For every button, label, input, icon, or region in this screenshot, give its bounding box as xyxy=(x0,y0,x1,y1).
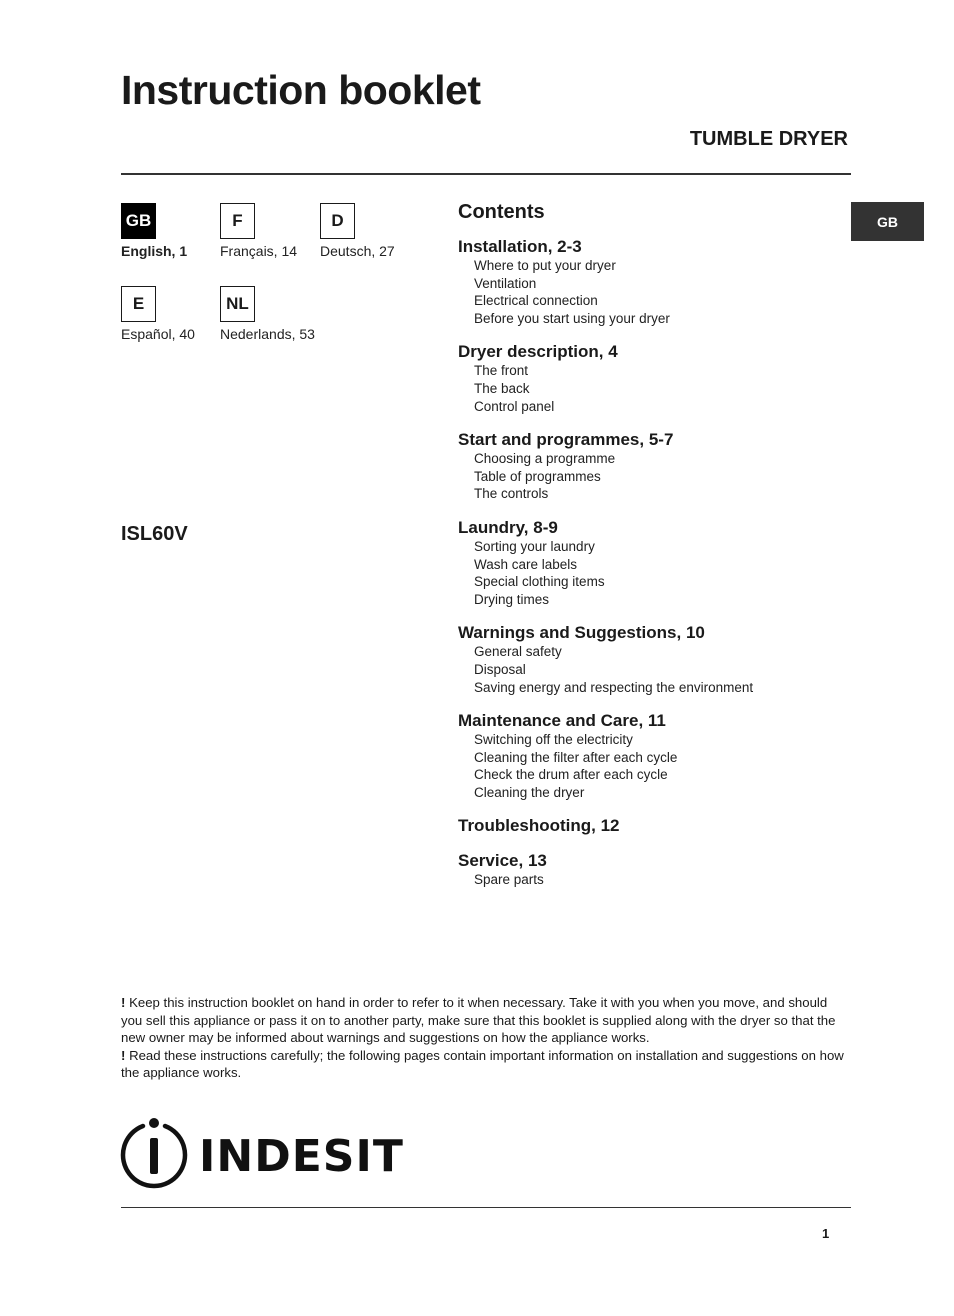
lang-box-4: NL xyxy=(220,286,255,322)
toc-section-start-programmes xyxy=(458,430,853,503)
lang-box-0: GB xyxy=(121,203,156,239)
toc-section-title: Installation, 2-3 xyxy=(458,237,582,256)
toc-section-title: Maintenance and Care, 11 xyxy=(458,711,666,731)
toc-section-title: Start and programmes, 5-7 xyxy=(458,430,674,450)
toc-item: Ventilation xyxy=(474,275,537,291)
toc-section-dryer-description xyxy=(458,342,853,415)
toc-section-installation xyxy=(458,237,853,327)
lang-box-3: E xyxy=(121,286,156,322)
toc-section-title: Dryer description, 4 xyxy=(458,342,618,362)
important-notes xyxy=(121,994,851,1082)
page-title: Instruction booklet xyxy=(121,67,481,113)
model-number: ISL60V xyxy=(121,523,188,545)
toc-item: Before you start using your dryer xyxy=(474,310,670,326)
toc-item: Electrical connection xyxy=(474,293,598,309)
warning-mark: ! xyxy=(121,1047,126,1063)
toc-item: Special clothing items xyxy=(474,574,605,590)
toc-item: Disposal xyxy=(474,661,526,677)
toc-item: The front xyxy=(474,363,529,379)
toc-section-title: Service, 13 xyxy=(458,851,547,871)
toc-item: Switching off the electricity xyxy=(474,732,633,748)
toc-section-laundry xyxy=(458,518,853,608)
page-number: 1 xyxy=(822,1226,830,1241)
toc-item: General safety xyxy=(474,644,562,660)
lang-box-2: D xyxy=(320,203,355,239)
toc-item: Where to put your dryer xyxy=(474,258,616,273)
table-of-contents xyxy=(458,200,853,904)
toc-section-troubleshooting xyxy=(458,816,853,836)
lang-label-4: Nederlands, 53 xyxy=(220,326,315,342)
toc-section-title: Warnings and Suggestions, 10 xyxy=(458,623,705,643)
toc-section-service xyxy=(458,851,853,889)
note-text: Read these instructions carefully; the following pages contain important information on installation and suggestions on how the appliance works. xyxy=(121,1047,844,1080)
toc-item: Cleaning the filter after each cycle xyxy=(474,749,678,765)
toc-item: Spare parts xyxy=(474,872,544,888)
note-paragraph xyxy=(121,1047,851,1082)
lang-label-0: English, 1 xyxy=(121,243,188,259)
toc-section-maintenance xyxy=(458,711,853,801)
toc-section-title: Troubleshooting, 12 xyxy=(458,816,620,836)
header-divider xyxy=(121,173,851,175)
toc-item: Check the drum after each cycle xyxy=(474,767,668,783)
toc-item: Saving energy and respecting the environment xyxy=(474,679,754,695)
note-paragraph xyxy=(121,994,851,1047)
toc-item: The controls xyxy=(474,486,549,502)
toc-item: Cleaning the dryer xyxy=(474,784,585,800)
toc-item: Sorting your laundry xyxy=(474,538,595,554)
lang-label-3: Español, 40 xyxy=(121,326,195,342)
product-type: TUMBLE DRYER xyxy=(689,128,848,150)
toc-section-warnings xyxy=(458,623,853,696)
toc-item: Table of programmes xyxy=(474,468,601,484)
note-text: Keep this instruction booklet on hand in order to refer to it when necessary. Take it with you when you move, and should you sell this appliance or pass it on to another party, make sure that this booklet is supplied along with the dryer so that the new owner may be informed about warnings and suggestions on how the appliance works. xyxy=(121,995,836,1045)
toc-item: Wash care labels xyxy=(474,556,578,572)
toc-item: Choosing a programme xyxy=(474,451,616,467)
toc-item: Drying times xyxy=(474,591,550,607)
language-side-tab: GB xyxy=(851,202,924,241)
indesit-i-logo-icon xyxy=(121,1116,404,1188)
contents-heading: Contents xyxy=(458,201,545,223)
toc-item: Control panel xyxy=(474,398,555,414)
indesit-logo xyxy=(121,1116,404,1193)
lang-box-1: F xyxy=(220,203,255,239)
lang-label-1: Français, 14 xyxy=(220,243,298,259)
footer-divider xyxy=(121,1207,851,1208)
lang-label-2: Deutsch, 27 xyxy=(320,243,395,259)
toc-item: The back xyxy=(474,380,530,396)
toc-section-title: Laundry, 8-9 xyxy=(458,517,558,537)
logo-wordmark: INDESIT xyxy=(199,1131,404,1182)
warning-mark: ! xyxy=(121,995,126,1010)
